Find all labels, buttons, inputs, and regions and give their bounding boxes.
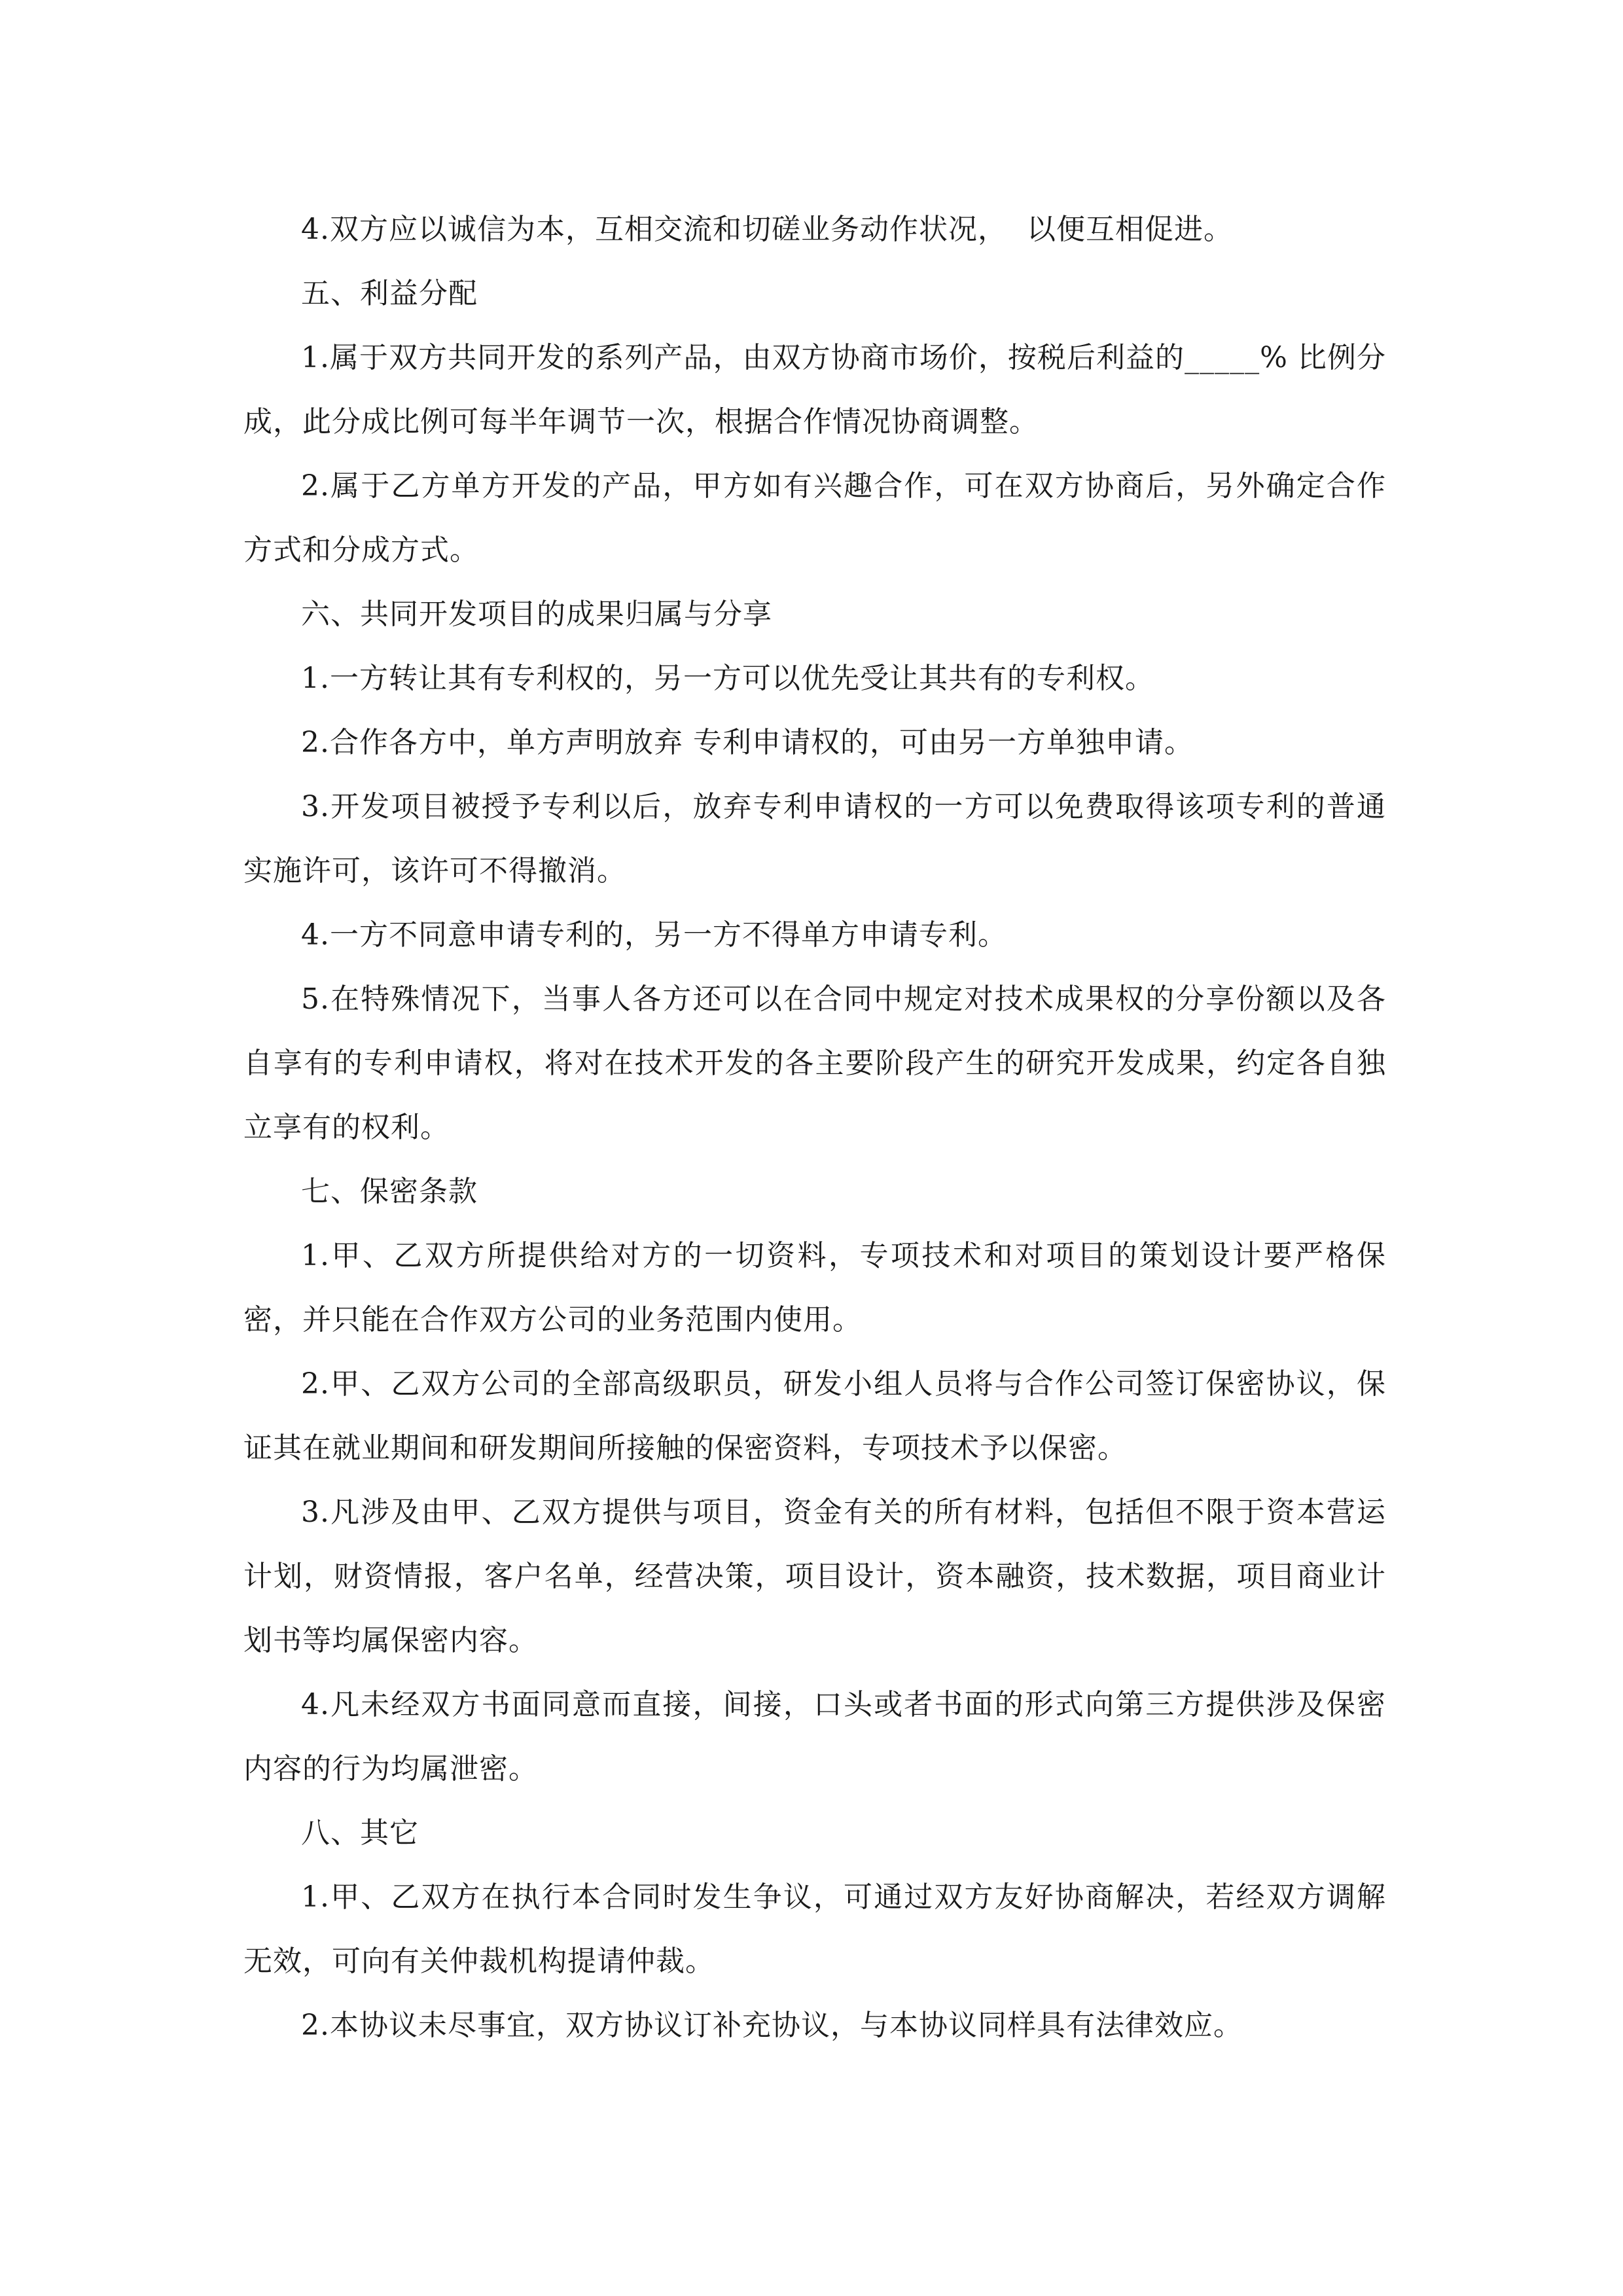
clause-paragraph: 3.凡涉及由甲、乙双方提供与项目，资金有关的所有材料，包括但不限于资本营运计划，财资情报，客户名单，经营决策，项目设计，资本融资，技术数据，项目商业计划书等均属保密内容。 [243, 1496, 1386, 1657]
section-heading-confidentiality: 七、保密条款 [301, 1175, 478, 1208]
clause-paragraph: 1.属于双方共同开发的系列产品，由双方协商市场价，按税后利益的_____% 比例分成，此分成比例可每半年调节一次，根据合作情况协商调整。 [243, 341, 1386, 439]
clause-paragraph: 3.开发项目被授予专利以后，放弃专利申请权的一方可以免费取得该项专利的普通实施许可，该许可不得撤消。 [243, 790, 1386, 888]
section-heading-other: 八、其它 [301, 1816, 419, 1850]
clause-paragraph: 4.双方应以诚信为本，互相交流和切磋业务动作状况， 以便互相促进。 [301, 213, 1233, 246]
clause-paragraph: 1.甲、乙双方在执行本合同时发生争议，可通过双方友好协商解决，若经双方调解无效，可向有关仲裁机构提请仲裁。 [243, 1880, 1386, 1978]
clause-paragraph: 4.凡未经双方书面同意而直接，间接，口头或者书面的形式向第三方提供涉及保密内容的行为均属泄密。 [243, 1688, 1386, 1785]
section-heading-results-ownership: 六、共同开发项目的成果归属与分享 [301, 598, 772, 631]
clause-paragraph: 1.甲、乙双方所提供给对方的一切资料，专项技术和对项目的策划设计要严格保密，并只能在合作双方公司的业务范围内使用。 [243, 1239, 1386, 1336]
clause-paragraph: 2.甲、乙双方公司的全部高级职员，研发小组人员将与合作公司签订保密协议，保证其在就业期间和研发期间所接触的保密资料，专项技术予以保密。 [243, 1367, 1386, 1465]
clause-paragraph: 2.本协议未尽事宜，双方协议订补充协议，与本协议同样具有法律效应。 [301, 2009, 1243, 2042]
clause-paragraph: 4.一方不同意申请专利的，另一方不得单方申请专利。 [301, 918, 1007, 952]
clause-paragraph: 2.合作各方中，单方声明放弃 专利申请权的，可由另一方单独申请。 [301, 726, 1194, 759]
clause-paragraph: 2.属于乙方单方开发的产品，甲方如有兴趣合作，可在双方协商后，另外确定合作方式和分成方式。 [243, 469, 1386, 567]
clause-paragraph: 1.一方转让其有专利权的，另一方可以优先受让其共有的专利权。 [301, 662, 1154, 695]
document-body [243, 198, 1386, 2058]
clause-paragraph: 5.在特殊情况下，当事人各方还可以在合同中规定对技术成果权的分享份额以及各自享有的专利申请权，将对在技术开发的各主要阶段产生的研究开发成果，约定各自独立享有的权利。 [243, 982, 1386, 1144]
section-heading-profit-distribution: 五、利益分配 [301, 277, 478, 310]
